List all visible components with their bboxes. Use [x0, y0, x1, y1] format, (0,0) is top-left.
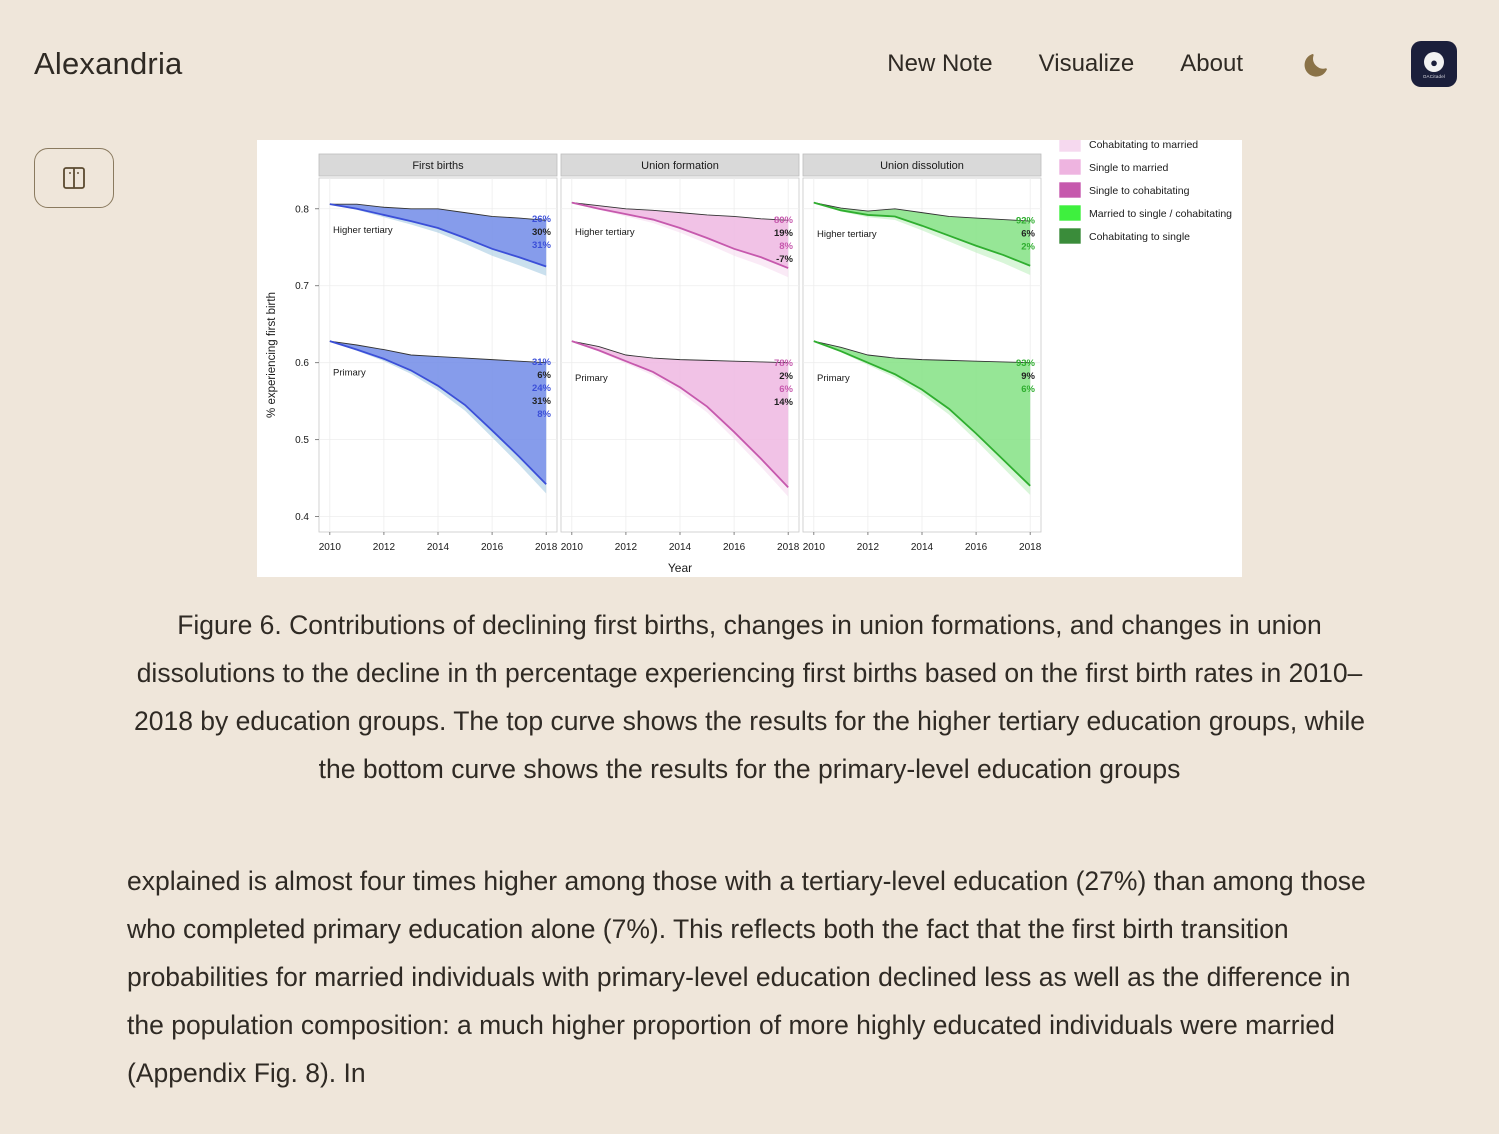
svg-text:Single to married: Single to married: [1089, 162, 1169, 174]
svg-text:26%: 26%: [531, 214, 551, 226]
avatar-label: OACitadel: [1422, 74, 1446, 79]
svg-text:30%: 30%: [531, 227, 551, 239]
svg-text:2010: 2010: [318, 542, 341, 553]
svg-text:6%: 6%: [537, 370, 551, 382]
svg-text:Higher tertiary: Higher tertiary: [333, 225, 393, 237]
svg-text:0.8: 0.8: [295, 204, 309, 216]
app-brand: Alexandria: [34, 46, 183, 81]
svg-text:Cohabitating to single: Cohabitating to single: [1089, 231, 1190, 243]
svg-text:31%: 31%: [531, 396, 551, 408]
svg-text:6%: 6%: [779, 383, 793, 395]
svg-text:2016: 2016: [722, 542, 746, 553]
avatar[interactable]: [1411, 41, 1457, 87]
svg-text:2012: 2012: [372, 542, 396, 553]
svg-text:24%: 24%: [531, 383, 551, 395]
main-nav: [887, 41, 1465, 87]
svg-text:31%: 31%: [531, 357, 551, 369]
svg-text:92%: 92%: [1015, 215, 1035, 227]
svg-text:2018: 2018: [1019, 542, 1042, 553]
svg-text:2012: 2012: [856, 542, 880, 553]
svg-text:0.7: 0.7: [295, 281, 309, 293]
svg-text:8%: 8%: [779, 240, 793, 252]
svg-text:14%: 14%: [773, 396, 793, 408]
svg-text:19%: 19%: [773, 227, 793, 239]
svg-text:2012: 2012: [614, 542, 638, 553]
svg-text:2014: 2014: [426, 542, 450, 553]
chart-svg: [257, 140, 1242, 577]
body-paragraph: explained is almost four times higher among those with a tertiary-level education (27%) than among those who completed primary education alone (7%). This reflects both the fact that the first birth transition probabilities for married individuals with primary-level education declined less as well as the difference in the population composition: a much higher proportion of more highly educated individuals were married (Appendix Fig. 8). In: [127, 866, 1366, 1088]
svg-text:31%: 31%: [531, 240, 551, 252]
svg-text:-7%: -7%: [776, 253, 793, 265]
svg-text:78%: 78%: [773, 357, 793, 369]
svg-text:Higher tertiary: Higher tertiary: [575, 226, 635, 238]
svg-text:2%: 2%: [779, 370, 793, 382]
figure-caption: Figure 6. Contributions of declining first births, changes in union formations, and changes in union dissolutions to the decline in th percentage experiencing first births based on the first birth rates in 2010–2018 by education groups. The top curve shows the results for the higher tertiary education groups, while the bottom curve shows the results for the primary-level education groups: [133, 610, 1365, 784]
svg-text:80%: 80%: [773, 214, 793, 226]
svg-text:8%: 8%: [537, 409, 551, 421]
svg-text:0.4: 0.4: [295, 512, 309, 524]
nav-visualize[interactable]: Visualize: [1038, 50, 1135, 77]
svg-text:2%: 2%: [1021, 241, 1035, 253]
svg-text:2018: 2018: [777, 542, 800, 553]
svg-text:Higher tertiary: Higher tertiary: [817, 229, 877, 241]
figure-6-chart: [257, 140, 1242, 577]
svg-text:9%: 9%: [1021, 370, 1035, 382]
figure-container: [257, 140, 1242, 577]
svg-text:0.5: 0.5: [295, 435, 309, 447]
svg-text:6%: 6%: [1021, 228, 1035, 240]
svg-text:2014: 2014: [910, 542, 934, 553]
svg-text:% experiencing first birth: % experiencing first birth: [266, 292, 278, 418]
svg-text:Married to single / cohabitati: Married to single / cohabitating: [1089, 208, 1232, 220]
avatar-logo-icon: ●: [1424, 52, 1444, 72]
svg-text:Union dissolution: Union dissolution: [880, 160, 964, 172]
svg-text:2018: 2018: [535, 542, 558, 553]
document-content: [0, 128, 1499, 1097]
nav-about[interactable]: About: [1180, 50, 1243, 77]
svg-text:2010: 2010: [802, 542, 825, 553]
moon-icon[interactable]: [1295, 42, 1339, 86]
svg-text:2016: 2016: [964, 542, 988, 553]
svg-text:6%: 6%: [1021, 383, 1035, 395]
svg-text:Single to cohabitating: Single to cohabitating: [1089, 185, 1190, 197]
svg-text:Union formation: Union formation: [641, 160, 719, 172]
svg-text:Primary: Primary: [817, 373, 850, 384]
svg-text:Year: Year: [667, 561, 693, 575]
svg-text:2014: 2014: [668, 542, 692, 553]
svg-text:2010: 2010: [560, 542, 583, 553]
svg-text:First births: First births: [412, 160, 464, 172]
svg-text:Primary: Primary: [333, 367, 366, 379]
svg-text:0.6: 0.6: [295, 358, 309, 370]
app-header: [0, 0, 1499, 128]
nav-new-note[interactable]: New Note: [887, 50, 993, 77]
svg-text:Cohabitating to married: Cohabitating to married: [1089, 140, 1199, 151]
svg-text:2016: 2016: [480, 542, 504, 553]
svg-text:93%: 93%: [1015, 357, 1035, 369]
svg-text:Primary: Primary: [575, 373, 608, 384]
